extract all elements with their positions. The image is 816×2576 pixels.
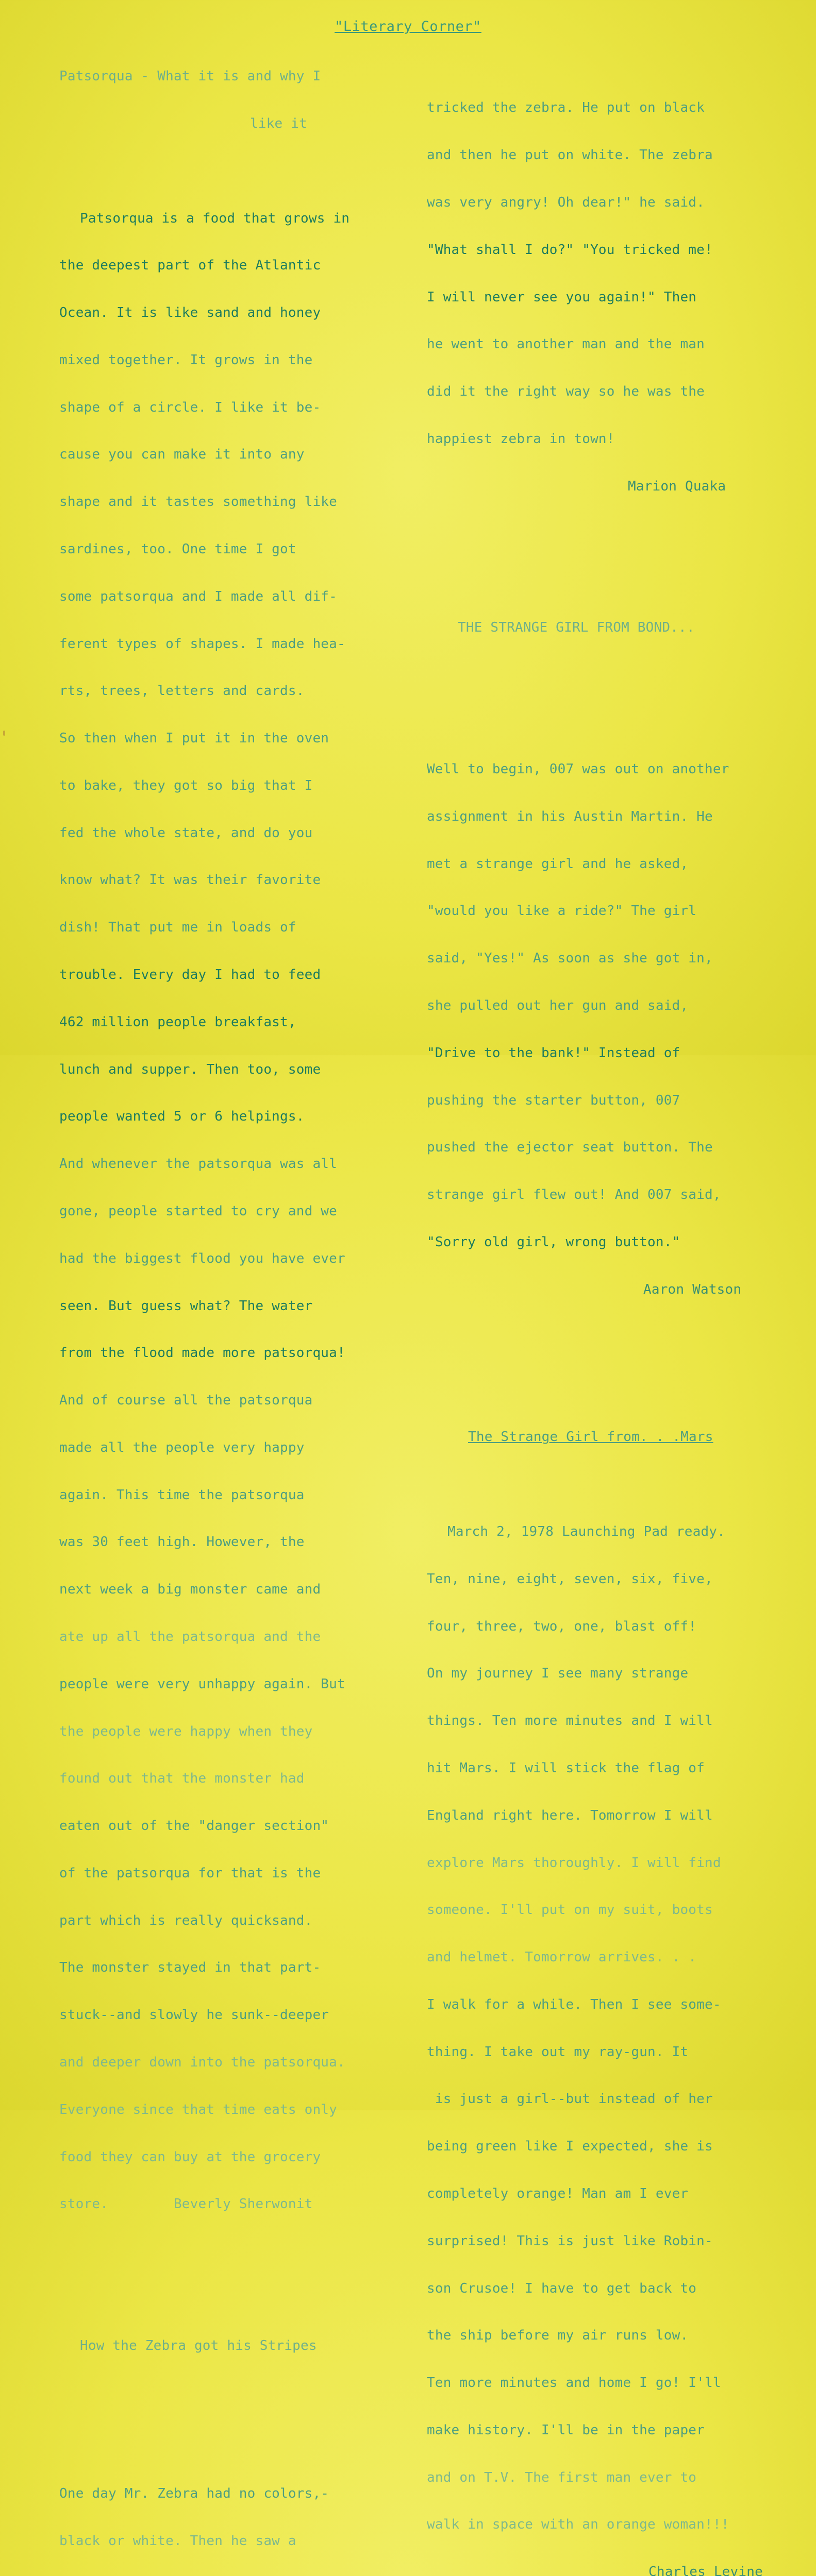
story-author: Aaron Watson bbox=[643, 1281, 742, 1297]
text-line: rts, trees, letters and cards. bbox=[59, 683, 305, 699]
text-line: "would you like a ride?" The girl bbox=[427, 903, 697, 919]
text-line: I will never see you again!" Then bbox=[427, 289, 697, 305]
text-line: trouble. Every day I had to feed bbox=[59, 967, 321, 983]
text-line: she pulled out her gun and said, bbox=[427, 998, 689, 1014]
text-line: eaten out of the "danger section" bbox=[59, 1818, 329, 1834]
right-column bbox=[427, 37, 798, 2576]
text-line: and on T.V. The first man ever to bbox=[427, 2469, 697, 2485]
text-line: mixed together. It grows in the bbox=[59, 352, 313, 368]
story-title: Patsorqua - What it is and why I bbox=[59, 69, 321, 84]
text-line: "Drive to the bank!" Instead of bbox=[427, 1045, 680, 1061]
story-title bbox=[427, 1429, 798, 1445]
text-line: pushed the ejector seat button. The bbox=[427, 1140, 713, 1156]
text-line: England right here. Tomorrow I will bbox=[427, 1807, 713, 1823]
story-title-continued: like it bbox=[250, 115, 307, 131]
text-line: part which is really quicksand. bbox=[59, 1912, 313, 1928]
text-line: and deeper down into the patsorqua. bbox=[59, 2055, 345, 2070]
story-body-mars bbox=[427, 1493, 798, 2576]
text-line: And whenever the patsorqua was all bbox=[59, 1156, 338, 1172]
text-line: March 2, 1978 Launching Pad ready. bbox=[447, 1524, 726, 1540]
text-line: the deepest part of the Atlantic bbox=[59, 258, 321, 274]
text-line: 462 million people breakfast, bbox=[59, 1014, 296, 1030]
story-author: Charles Levine bbox=[648, 2564, 763, 2576]
text-line: hit Mars. I will stick the flag of bbox=[427, 1760, 705, 1776]
story-title-text: The Strange Girl from. . .Mars bbox=[468, 1429, 713, 1445]
text-line: gone, people started to cry and we bbox=[59, 1203, 338, 1219]
left-column bbox=[59, 37, 420, 2576]
text-line: assignment in his Austin Martin. He bbox=[427, 808, 713, 824]
text-line: the ship before my air runs low. bbox=[427, 2328, 689, 2344]
paper-mark bbox=[3, 731, 5, 736]
text-line: fed the whole state, and do you bbox=[59, 825, 313, 841]
text-line: know what? It was their favorite bbox=[59, 872, 321, 888]
text-line: Ten more minutes and home I go! I'll bbox=[427, 2375, 721, 2391]
text-line: had the biggest flood you have ever bbox=[59, 1250, 345, 1266]
text-line: and then he put on white. The zebra bbox=[427, 147, 713, 163]
text-line: I walk for a while. Then I see some- bbox=[427, 1996, 721, 2012]
story-body-patsorqua bbox=[59, 179, 420, 2244]
text-line: Well to begin, 007 was out on another bbox=[427, 761, 729, 777]
text-line: he went to another man and the man bbox=[427, 336, 705, 352]
text-line: met a strange girl and he asked, bbox=[427, 856, 689, 872]
text-line: Ten, nine, eight, seven, six, five, bbox=[427, 1571, 713, 1587]
text-line: did it the right way so he was the bbox=[427, 384, 705, 400]
section-header bbox=[0, 19, 816, 35]
text-line: sardines, too. One time I got bbox=[59, 541, 296, 557]
story-body-zebra bbox=[59, 2454, 420, 2576]
text-line: "Sorry old girl, wrong button." bbox=[427, 1234, 680, 1250]
text-line: strange girl flew out! And 007 said, bbox=[427, 1187, 721, 1203]
story-title: How the Zebra got his Stripes bbox=[80, 2338, 317, 2354]
story-body-zebra-continued bbox=[427, 69, 798, 526]
text-line: walk in space with an orange woman!!! bbox=[427, 2517, 729, 2533]
text-line: Patsorqua is a food that grows in bbox=[80, 210, 350, 226]
text-line: people were very unhappy again. But bbox=[59, 1676, 345, 1692]
text-line: shape of a circle. I like it be- bbox=[59, 399, 321, 415]
text-line: people wanted 5 or 6 helpings. bbox=[59, 1109, 305, 1125]
story-body-bond bbox=[427, 730, 798, 1329]
text-line: food they can buy at the grocery bbox=[59, 2149, 321, 2165]
text-line: the people were happy when they bbox=[59, 1723, 313, 1739]
text-line: shape and it tastes something like bbox=[59, 494, 338, 510]
text-line: things. Ten more minutes and I will bbox=[427, 1713, 713, 1729]
text-line: said, "Yes!" As soon as she got in, bbox=[427, 951, 713, 967]
text-line: So then when I put it in the oven bbox=[59, 731, 329, 747]
text-line: Everyone since that time eats only bbox=[59, 2102, 338, 2117]
text-line: found out that the monster had bbox=[59, 1771, 305, 1787]
section-title: "Literary Corner" bbox=[335, 19, 481, 35]
text-line: to bake, they got so big that I bbox=[59, 777, 313, 793]
text-line: ferent types of shapes. I made hea- bbox=[59, 636, 345, 652]
text-line: happiest zebra in town! bbox=[427, 431, 615, 447]
text-line: being green like I expected, she is bbox=[427, 2139, 713, 2155]
text-line: make history. I'll be in the paper bbox=[427, 2422, 705, 2438]
text-line: was 30 feet high. However, the bbox=[59, 1534, 305, 1550]
text-line: surprised! This is just like Robin- bbox=[427, 2233, 713, 2249]
story-signature-line: store. Beverly Sherwonit bbox=[59, 2196, 313, 2212]
text-line: some patsorqua and I made all dif- bbox=[59, 588, 338, 604]
text-line: ate up all the patsorqua and the bbox=[59, 1629, 321, 1645]
text-line: completely orange! Man am I ever bbox=[427, 2185, 689, 2201]
text-line: is just a girl--but instead of her bbox=[427, 2091, 713, 2107]
text-line: And of course all the patsorqua bbox=[59, 1393, 313, 1409]
text-line: tricked the zebra. He put on black bbox=[427, 100, 705, 116]
text-line: The monster stayed in that part- bbox=[59, 1960, 321, 1976]
text-line: explore Mars thoroughly. I will find bbox=[427, 1855, 721, 1871]
text-line: black or white. Then he saw a bbox=[59, 2533, 296, 2549]
text-line: son Crusoe! I have to get back to bbox=[427, 2280, 697, 2296]
text-line: thing. I take out my ray-gun. It bbox=[427, 2044, 689, 2060]
text-line: lunch and supper. Then too, some bbox=[59, 1061, 321, 1077]
text-line: Ocean. It is like sand and honey bbox=[59, 305, 321, 321]
text-line: "What shall I do?" "You tricked me! bbox=[427, 242, 713, 258]
text-line: and helmet. Tomorrow arrives. . . bbox=[427, 1950, 697, 1965]
text-line: seen. But guess what? The water bbox=[59, 1298, 313, 1314]
text-line: from the flood made more patsorqua! bbox=[59, 1345, 345, 1361]
text-line: next week a big monster came and bbox=[59, 1582, 321, 1598]
text-line: dish! That put me in loads of bbox=[59, 920, 296, 936]
text-line: cause you can make it into any bbox=[59, 447, 305, 463]
text-line: On my journey I see many strange bbox=[427, 1666, 689, 1682]
text-line: was very angry! Oh dear!" he said. bbox=[427, 194, 705, 210]
text-line: four, three, two, one, blast off! bbox=[427, 1618, 697, 1634]
text-line: One day Mr. Zebra had no colors,- bbox=[59, 2485, 329, 2501]
text-line: pushing the starter button, 007 bbox=[427, 1092, 680, 1108]
story-title: THE STRANGE GIRL FROM BOND... bbox=[458, 620, 695, 636]
text-line: stuck--and slowly he sunk--deeper bbox=[59, 2007, 329, 2023]
story-author: Marion Quaka bbox=[628, 478, 726, 494]
text-line: someone. I'll put on my suit, boots bbox=[427, 1902, 713, 1918]
text-line: made all the people very happy bbox=[59, 1439, 305, 1455]
text-line: again. This time the patsorqua bbox=[59, 1487, 305, 1503]
text-line: of the patsorqua for that is the bbox=[59, 1865, 321, 1881]
